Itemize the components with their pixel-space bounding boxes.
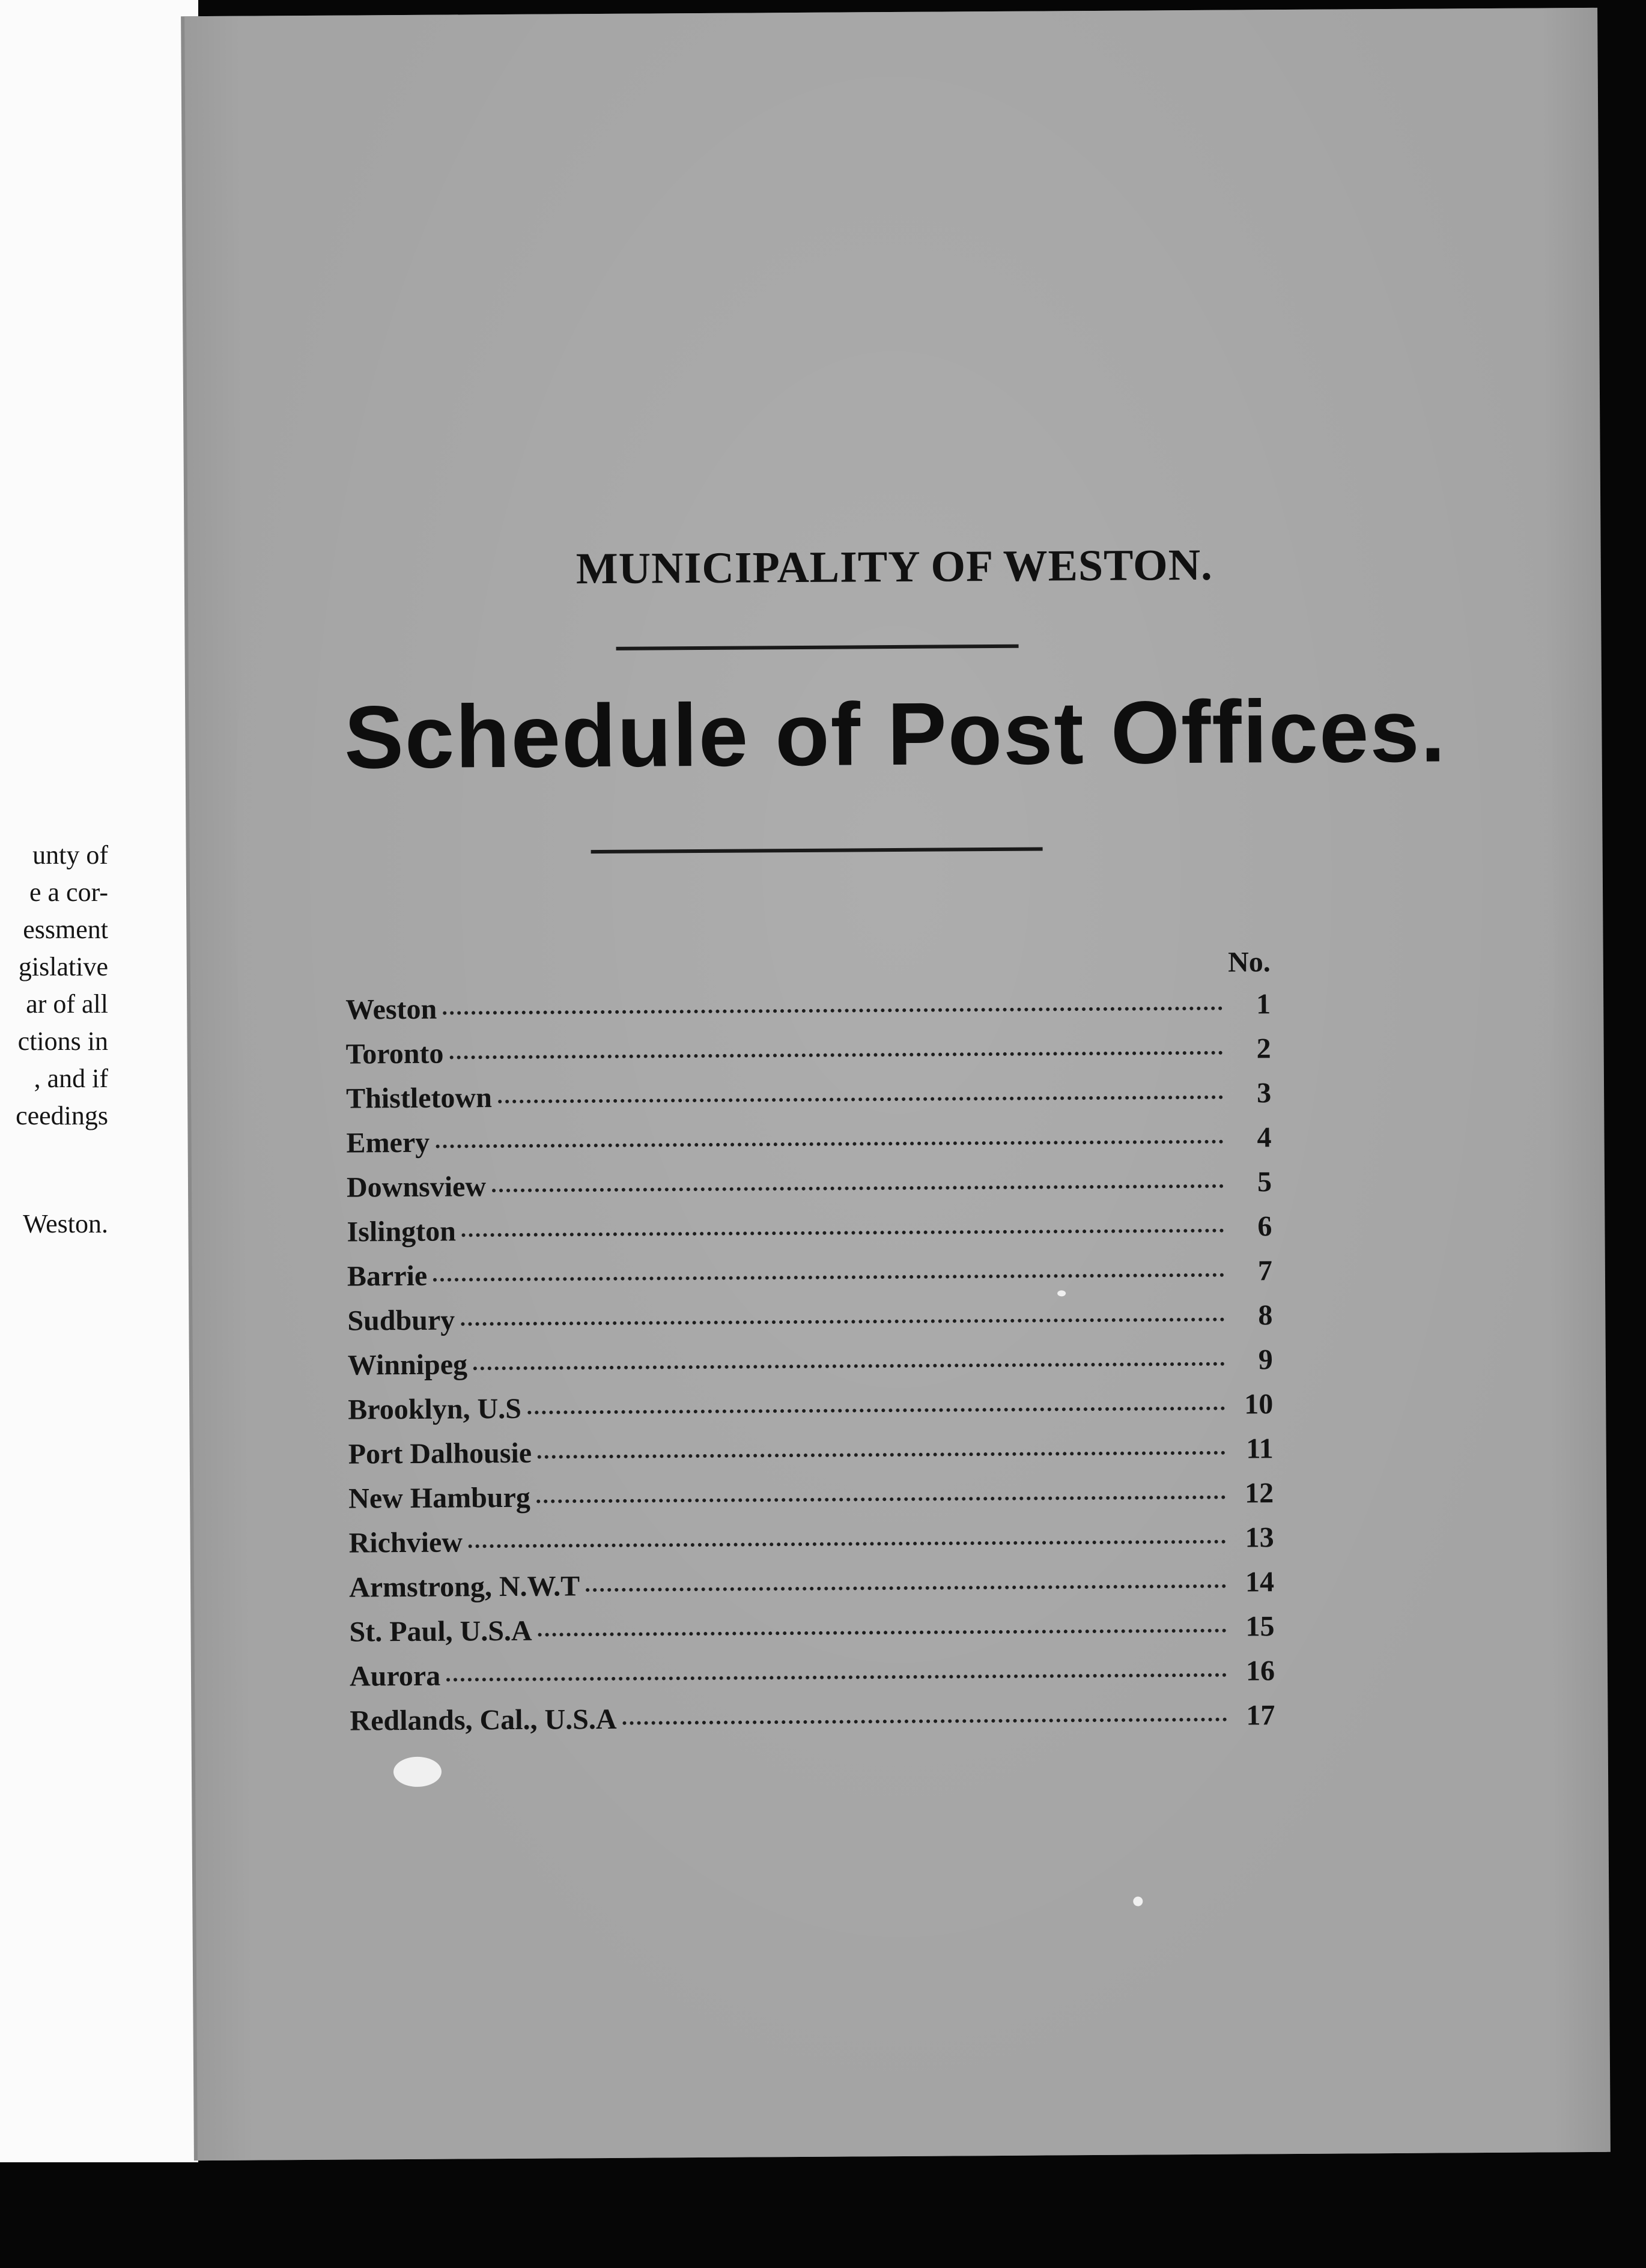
divider-rule xyxy=(591,847,1043,854)
municipality-heading: MUNICIPALITY OF WESTON. xyxy=(575,540,1213,594)
table-row xyxy=(348,1476,1274,1526)
post-office-schedule xyxy=(345,945,1275,1748)
table-row xyxy=(349,1565,1274,1615)
facing-page-line: ar of all xyxy=(26,989,108,1019)
dot-leader xyxy=(492,1184,1224,1192)
post-office-name: Winnipeg xyxy=(347,1348,468,1381)
number-column-header: No. xyxy=(1227,946,1271,978)
post-office-number: 17 xyxy=(1246,1699,1275,1732)
post-office-number: 3 xyxy=(1256,1077,1272,1109)
post-office-name: Port Dalhousie xyxy=(348,1437,532,1470)
post-office-name: Brooklyn, U.S xyxy=(348,1392,521,1426)
paper-blemish xyxy=(1057,1290,1066,1296)
post-office-number: 14 xyxy=(1245,1566,1275,1598)
post-office-name: Aurora xyxy=(349,1660,441,1693)
post-office-number: 12 xyxy=(1245,1477,1274,1509)
schedule-header xyxy=(345,945,1271,993)
post-office-name: New Hamburg xyxy=(348,1481,531,1515)
facing-page-line: e a cor- xyxy=(29,878,108,907)
dot-leader xyxy=(536,1496,1225,1503)
post-office-name: Weston xyxy=(345,993,437,1026)
post-office-name: Thistletown xyxy=(345,1082,492,1115)
dot-leader xyxy=(623,1718,1227,1725)
post-office-number: 5 xyxy=(1257,1166,1272,1198)
post-office-number: 8 xyxy=(1258,1299,1273,1332)
dot-leader xyxy=(462,1229,1224,1237)
post-office-number: 11 xyxy=(1246,1433,1274,1465)
table-row xyxy=(346,1076,1271,1126)
table-row xyxy=(347,1254,1272,1304)
post-office-name: Armstrong, N.W.T xyxy=(348,1570,580,1604)
paper-blemish xyxy=(393,1757,442,1787)
post-office-name: Sudbury xyxy=(347,1304,455,1337)
table-row xyxy=(348,1432,1274,1482)
schedule-rows xyxy=(345,987,1275,1748)
table-row xyxy=(348,1521,1274,1571)
post-office-name: Emery xyxy=(346,1126,430,1159)
post-office-number: 10 xyxy=(1244,1388,1274,1421)
post-office-number: 1 xyxy=(1256,988,1271,1020)
facing-page-line: ctions in xyxy=(17,1026,108,1056)
divider-rule xyxy=(616,644,1019,650)
dot-leader xyxy=(586,1584,1226,1592)
table-row xyxy=(347,1210,1272,1260)
table-row xyxy=(347,1165,1272,1215)
dot-leader xyxy=(538,1451,1225,1459)
post-office-number: 4 xyxy=(1257,1121,1272,1154)
dot-leader xyxy=(433,1273,1224,1282)
table-row xyxy=(345,987,1271,1037)
post-office-number: 9 xyxy=(1258,1344,1273,1376)
facing-page-line: essment xyxy=(23,915,108,944)
post-office-name: Toronto xyxy=(345,1037,444,1070)
post-office-number: 15 xyxy=(1245,1610,1275,1643)
post-office-name: Richview xyxy=(348,1526,463,1559)
dot-leader xyxy=(527,1407,1225,1414)
post-office-number: 7 xyxy=(1257,1255,1273,1287)
dot-leader xyxy=(538,1629,1227,1637)
table-row xyxy=(349,1610,1274,1660)
table-row xyxy=(350,1699,1275,1748)
cover-page xyxy=(184,8,1611,2160)
post-office-number: 6 xyxy=(1257,1210,1272,1243)
post-office-number: 13 xyxy=(1245,1521,1274,1554)
dot-leader xyxy=(446,1673,1227,1682)
post-office-name: Barrie xyxy=(347,1260,428,1293)
post-office-name: Redlands, Cal., U.S.A xyxy=(350,1703,617,1737)
facing-page-line: gislative xyxy=(18,952,108,981)
dot-leader xyxy=(473,1362,1225,1371)
facing-page-line: Weston. xyxy=(23,1209,108,1239)
dot-leader xyxy=(469,1540,1226,1548)
table-row xyxy=(348,1343,1273,1393)
dot-leader xyxy=(449,1051,1222,1060)
facing-page-line: , and if xyxy=(34,1064,108,1093)
dot-leader xyxy=(461,1318,1224,1326)
table-row xyxy=(347,1299,1272,1348)
table-row xyxy=(346,1032,1271,1082)
post-office-number: 2 xyxy=(1256,1032,1271,1065)
post-office-number: 16 xyxy=(1245,1655,1275,1687)
table-row xyxy=(348,1387,1273,1437)
facing-page-line: ceedings xyxy=(16,1101,108,1130)
table-row xyxy=(346,1121,1271,1171)
paper-blemish xyxy=(1133,1897,1143,1906)
facing-page xyxy=(0,0,198,2162)
dot-leader xyxy=(436,1140,1223,1148)
post-office-name: St. Paul, U.S.A xyxy=(349,1615,532,1648)
table-row xyxy=(350,1654,1275,1704)
facing-page-line: unty of xyxy=(32,840,108,870)
post-office-name: Islington xyxy=(347,1215,457,1248)
post-office-name: Downsview xyxy=(346,1171,487,1204)
dot-leader xyxy=(443,1007,1222,1015)
dot-leader xyxy=(498,1096,1223,1103)
page-title: Schedule of Post Offices. xyxy=(344,681,1447,787)
